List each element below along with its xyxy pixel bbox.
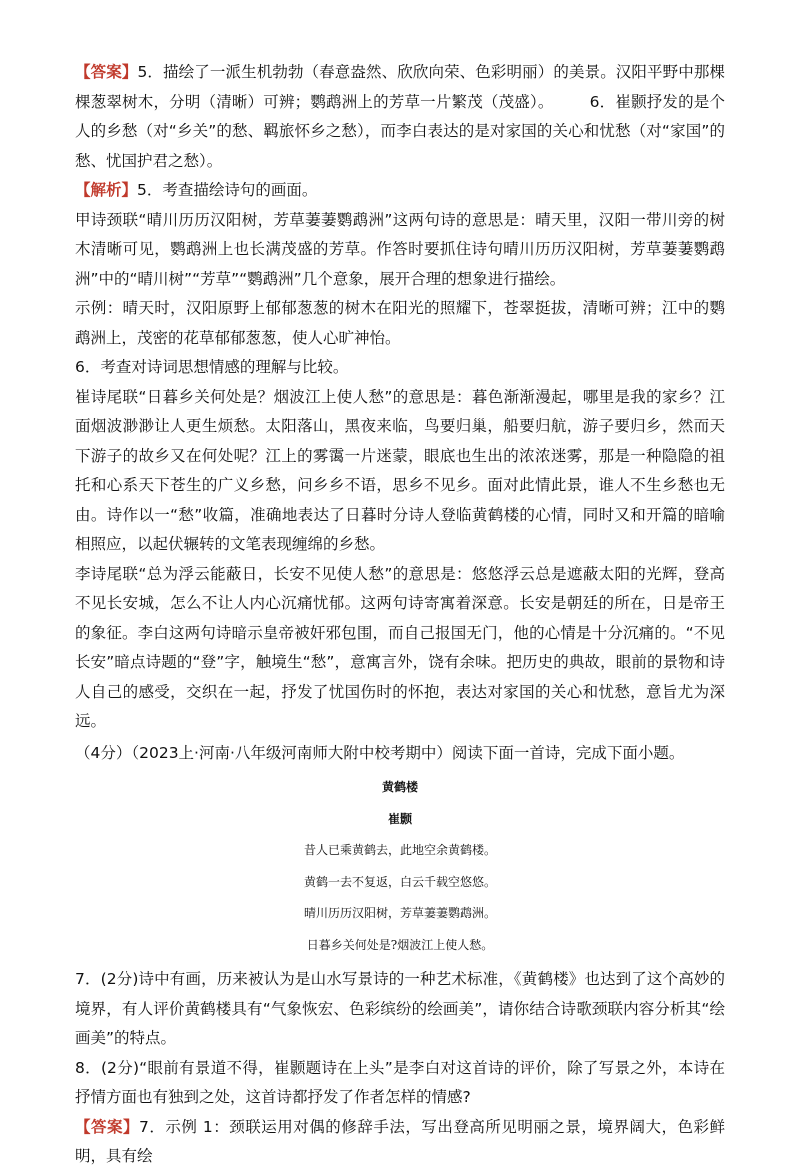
analysis-heading xyxy=(75,176,725,206)
analysis-6-title: 6．考查对诗词思想情感的理解与比较。 xyxy=(75,358,349,376)
document-page xyxy=(75,58,725,1172)
answer-paragraph xyxy=(75,58,725,176)
answer-7: 7．示例 1：颈联运用对偶的修辞手法，写出登高所见明丽之景，境界阔大，色彩鲜明，具有绘 xyxy=(75,1117,725,1165)
analysis-5-example: 示例：晴天时，汉阳原野上郁郁葱葱的树木在阳光的照耀下，苍翠挺拔，清晰可辨；江中的鹦鹉洲上，茂密的花草郁郁葱葱，使人心旷神怡。 xyxy=(75,299,725,347)
poem-title: 黄鹤楼 xyxy=(381,780,418,794)
poem-block xyxy=(75,772,725,961)
analysis-5-title: 5．考查描绘诗句的画面。 xyxy=(137,181,318,199)
question-intro: （4分）（2023上·河南·八年级河南师大附中校考期中）阅读下面一首诗，完成下面小题。 xyxy=(75,743,685,762)
answer-5: 5．描绘了一派生机勃勃（春意盎然、欣欣向荣、色彩明丽）的美景。汉阳平野中那棵棵葱翠树木，分明（清晰）可辨；鹦鹉洲上的芳草一片繁茂（茂盛）。 xyxy=(75,63,725,111)
poem-line: 晴川历历汉阳树，芳草萋萋鹦鹉洲。 xyxy=(303,906,496,920)
poem-line: 黄鹤一去不复返，白云千载空悠悠。 xyxy=(303,874,496,889)
poem-line: 日暮乡关何处是?烟波江上使人愁。 xyxy=(306,937,494,952)
question-7: 7．(2分)诗中有画，历来被认为是山水写景诗的一种艺术标准，《黄鹤楼》也达到了这个高妙的境界，有人评价黄鹤楼具有“气象恢宏、色彩缤纷的绘画美”，请你结合诗歌颈联内容分析其“绘画美”的特点。 xyxy=(75,970,725,1047)
analysis-6-li: 李诗尾联“总为浮云能蔽日，长安不见使人愁”的意思是：悠悠浮云总是遮蔽太阳的光辉，登高不见长安城，怎么不让人内心沉痛忧郁。这两句诗寄寓着深意。长安是朝廷的所在，日是帝王的象征。李白这两句诗暗示皇帝被奸邪包围，而自己报国无门，他的心情是十分沉痛的。“不见长安”暗点诗题的“登”字，触境生“愁”，意寓言外，饶有余味。把历史的典故，眼前的景物和诗人自己的感受，交织在一起，抒发了忧国伤时的怀抱，表达对家国的关心和忧愁，意旨尤为深远。 xyxy=(75,564,725,730)
poem-line: 昔人已乘黄鹤去，此地空余黄鹤楼。 xyxy=(303,843,496,857)
answer-tag: 【答案】 xyxy=(75,63,138,81)
analysis-tag: 【解析】 xyxy=(75,181,138,199)
question-8: 8．(2分)“眼前有景道不得，崔颢题诗在上头”是李白对这首诗的评价，除了写景之外，本诗在抒情方面也有独到之处，这首诗都抒发了作者怎样的情感? xyxy=(75,1058,725,1106)
answer-6: 6．崔颢抒发的是个人的乡愁（对“乡关”的愁、羁旅怀乡之愁），而李白表达的是对家国的关心和忧愁（对“家国”的愁、忧国护君之愁）。 xyxy=(75,92,725,170)
analysis-6-cui: 崔诗尾联“日暮乡关何处是？烟波江上使人愁”的意思是：暮色渐渐漫起，哪里是我的家乡？江面烟波渺渺让人更生烦愁。太阳落山，黑夜来临，鸟要归巢，船要归航，游子要归乡，然而天下游子的故乡又在何处呢？江上的雾霭一片迷蒙，眼底也生出的浓浓迷雾，那是一种隐隐的祖托和心系天下苍生的广义乡愁，问乡乡不语，思乡不见乡。面对此情此景，谁人不生乡愁也无由。诗作以一“愁”收篇，准确地表达了日暮时分诗人登临黄鹤楼的心情，同时又和开篇的暗喻相照应，以起伏辗转的文笔表现缠绵的乡愁。 xyxy=(75,387,725,553)
poem-author: 崔颢 xyxy=(387,811,412,826)
answer-2-paragraph xyxy=(75,1113,725,1172)
analysis-5-body: 甲诗颈联“晴川历历汉阳树，芳草萋萋鹦鹉洲”这两句诗的意思是：晴天里，汉阳一带川旁的树木清晰可见，鹦鹉洲上也长满茂盛的芳草。作答时要抓住诗句晴川历历汉阳树，芳草萋萋鹦鹉洲”中的“晴川树”“芳草”“鹦鹉洲”几个意象，展开合理的想象进行描绘。 xyxy=(75,210,725,288)
answer-2-tag: 【答案】 xyxy=(75,1117,140,1136)
